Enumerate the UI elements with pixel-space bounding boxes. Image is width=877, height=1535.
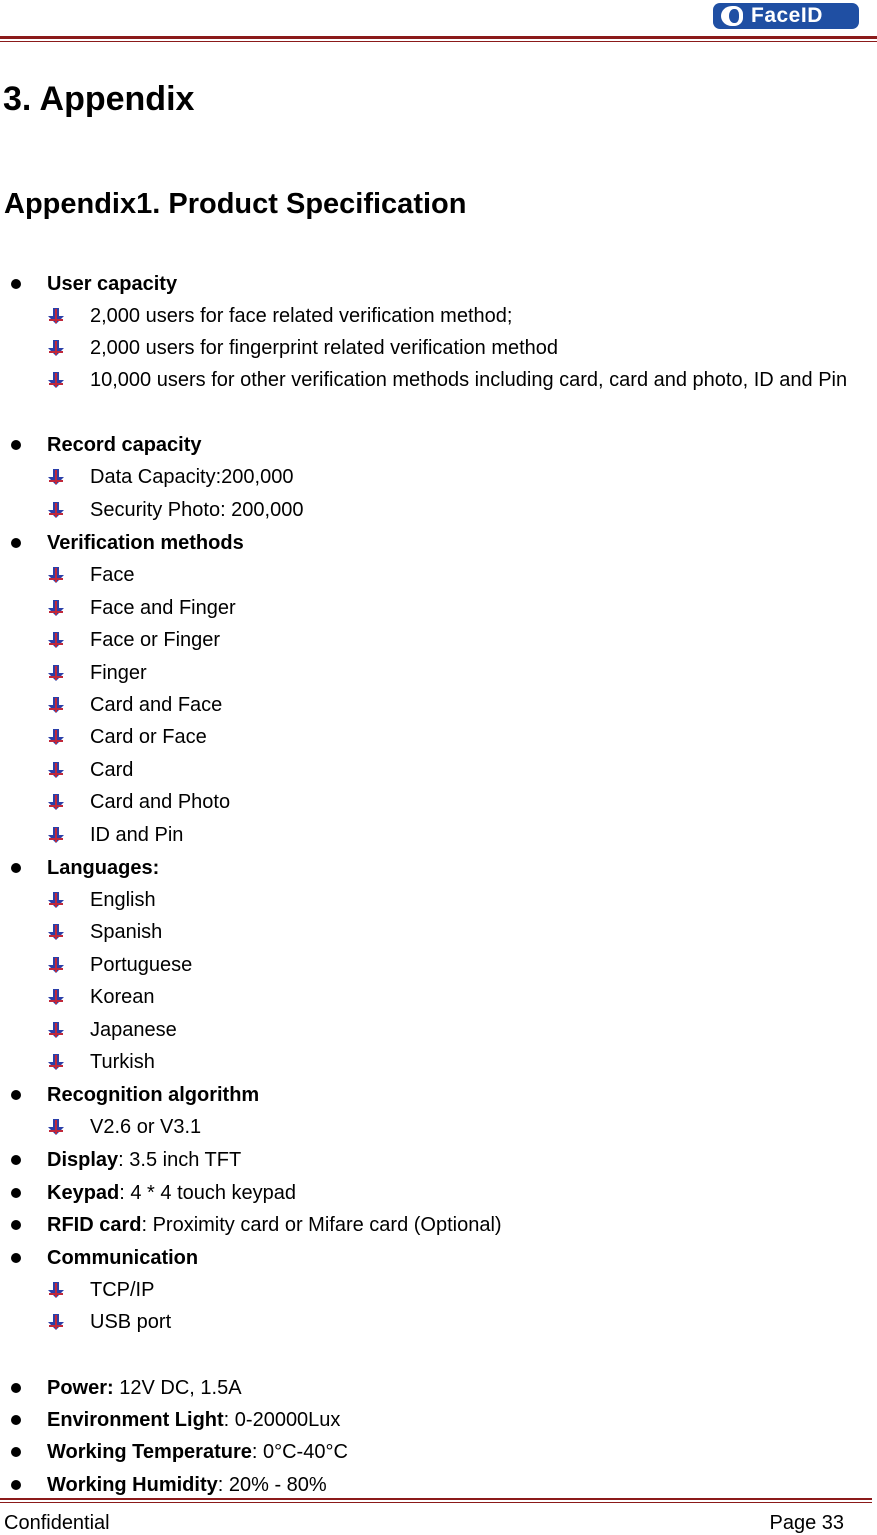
bullet-icon [11,279,21,289]
arrow-bullet-icon [47,339,65,357]
arrow-bullet-icon [47,1021,65,1039]
spec-label: RFID card [47,1214,142,1236]
arrow-bullet-icon [47,664,65,682]
spec-text [47,1440,348,1464]
arrow-bullet-icon [47,1281,65,1299]
spec-label: Recognition algorithm [47,1084,260,1106]
spec-subitem-text: 2,000 users for face related verification method; [90,305,513,327]
spec-label: Keypad [47,1182,120,1204]
spec-label: Communication [47,1247,199,1269]
arrow-bullet-icon [47,1313,65,1331]
footer-rule [0,1498,872,1500]
spec-subitem-text: Card [90,759,134,781]
spec-text [47,1148,241,1172]
spec-subitem-text: Korean [90,986,155,1008]
spec-subitem-text: Data Capacity:200,000 [90,466,294,488]
spec-text [47,1246,198,1270]
bullet-icon [11,1415,21,1425]
spec-subitem-text: Face [90,564,135,586]
spec-text [47,1181,296,1205]
bullet-icon [11,1253,21,1263]
arrow-bullet-icon [47,696,65,714]
bullet-icon [11,538,21,548]
spec-value: : 0-20000Lux [223,1409,341,1431]
arrow-bullet-icon [47,956,65,974]
spec-text [47,531,244,555]
arrow-bullet-icon [47,599,65,617]
spec-label: Languages: [47,857,160,879]
spec-subitem-text: Card and Photo [90,791,231,813]
bullet-icon [11,1188,21,1198]
spec-text [47,1473,327,1497]
arrow-bullet-icon [47,1053,65,1071]
spec-text [47,272,177,296]
bullet-icon [11,1447,21,1457]
spec-subitem-text: Japanese [90,1019,177,1041]
bullet-icon [11,1480,21,1490]
arrow-bullet-icon [47,728,65,746]
arrow-bullet-icon [47,307,65,325]
spec-subitem-text: Turkish [90,1051,155,1073]
spec-label: Working Temperature [47,1441,252,1463]
header-rule [0,36,877,39]
bullet-icon [11,1383,21,1393]
face-logo-icon [721,6,743,26]
spec-value: : 3.5 inch TFT [118,1149,242,1171]
spec-text [47,856,159,880]
arrow-bullet-icon [47,761,65,779]
spec-label: Record capacity [47,434,202,456]
spec-text [47,1408,340,1432]
spec-label: Power: [47,1377,114,1399]
spec-label: Display [47,1149,119,1171]
logo-text: FaceID [751,4,823,27]
footer-page-number: Page 33 [769,1512,844,1534]
spec-label: Verification methods [47,532,244,554]
spec-label: Environment Light [47,1409,224,1431]
spec-subitem-text: Portuguese [90,954,193,976]
spec-subitem-text: 10,000 users for other verification methods including card, card and photo, ID and Pin [90,369,848,391]
spec-subitem-text: Spanish [90,921,163,943]
arrow-bullet-icon [47,468,65,486]
arrow-bullet-icon [47,923,65,941]
bullet-icon [11,440,21,450]
spec-subitem-text: Card or Face [90,726,207,748]
arrow-bullet-icon [47,826,65,844]
arrow-bullet-icon [47,891,65,909]
spec-text [47,1083,259,1107]
spec-subitem-text: Card and Face [90,694,223,716]
bullet-icon [11,863,21,873]
spec-label: User capacity [47,273,178,295]
spec-label: Working Humidity [47,1474,218,1496]
spec-subitem-text: English [90,889,156,911]
arrow-bullet-icon [47,988,65,1006]
footer-confidential: Confidential [4,1512,110,1534]
spec-text [47,433,202,457]
spec-value: : 0°C-40°C [251,1441,348,1463]
header-rule-thin [0,41,877,42]
spec-value: : Proximity card or Mifare card (Optional) [141,1214,502,1236]
spec-value: : 4 * 4 touch keypad [119,1182,297,1204]
arrow-bullet-icon [47,631,65,649]
arrow-bullet-icon [47,1118,65,1136]
arrow-bullet-icon [47,501,65,519]
footer-rule-thin [0,1502,872,1503]
faceid-logo [713,3,859,29]
spec-subitem-text: USB port [90,1311,172,1333]
spec-text [47,1376,242,1400]
spec-text [47,1213,502,1237]
spec-subitem-text: Face and Finger [90,597,236,619]
bullet-icon [11,1155,21,1165]
spec-subitem-text: V2.6 or V3.1 [90,1116,202,1138]
appendix-title: Appendix1. Product Specification [4,188,467,220]
bullet-icon [11,1220,21,1230]
section-title: 3. Appendix [3,80,195,118]
spec-subitem-text: ID and Pin [90,824,184,846]
spec-subitem-text: Face or Finger [90,629,221,651]
spec-subitem-text: 2,000 users for fingerprint related verification method [90,337,559,359]
spec-value: 12V DC, 1.5A [113,1377,242,1399]
spec-subitem-text: Security Photo: 200,000 [90,499,304,521]
bullet-icon [11,1090,21,1100]
spec-subitem-text: TCP/IP [90,1279,155,1301]
arrow-bullet-icon [47,371,65,389]
spec-value: : 20% - 80% [217,1474,327,1496]
arrow-bullet-icon [47,793,65,811]
spec-subitem-text: Finger [90,662,147,684]
arrow-bullet-icon [47,566,65,584]
